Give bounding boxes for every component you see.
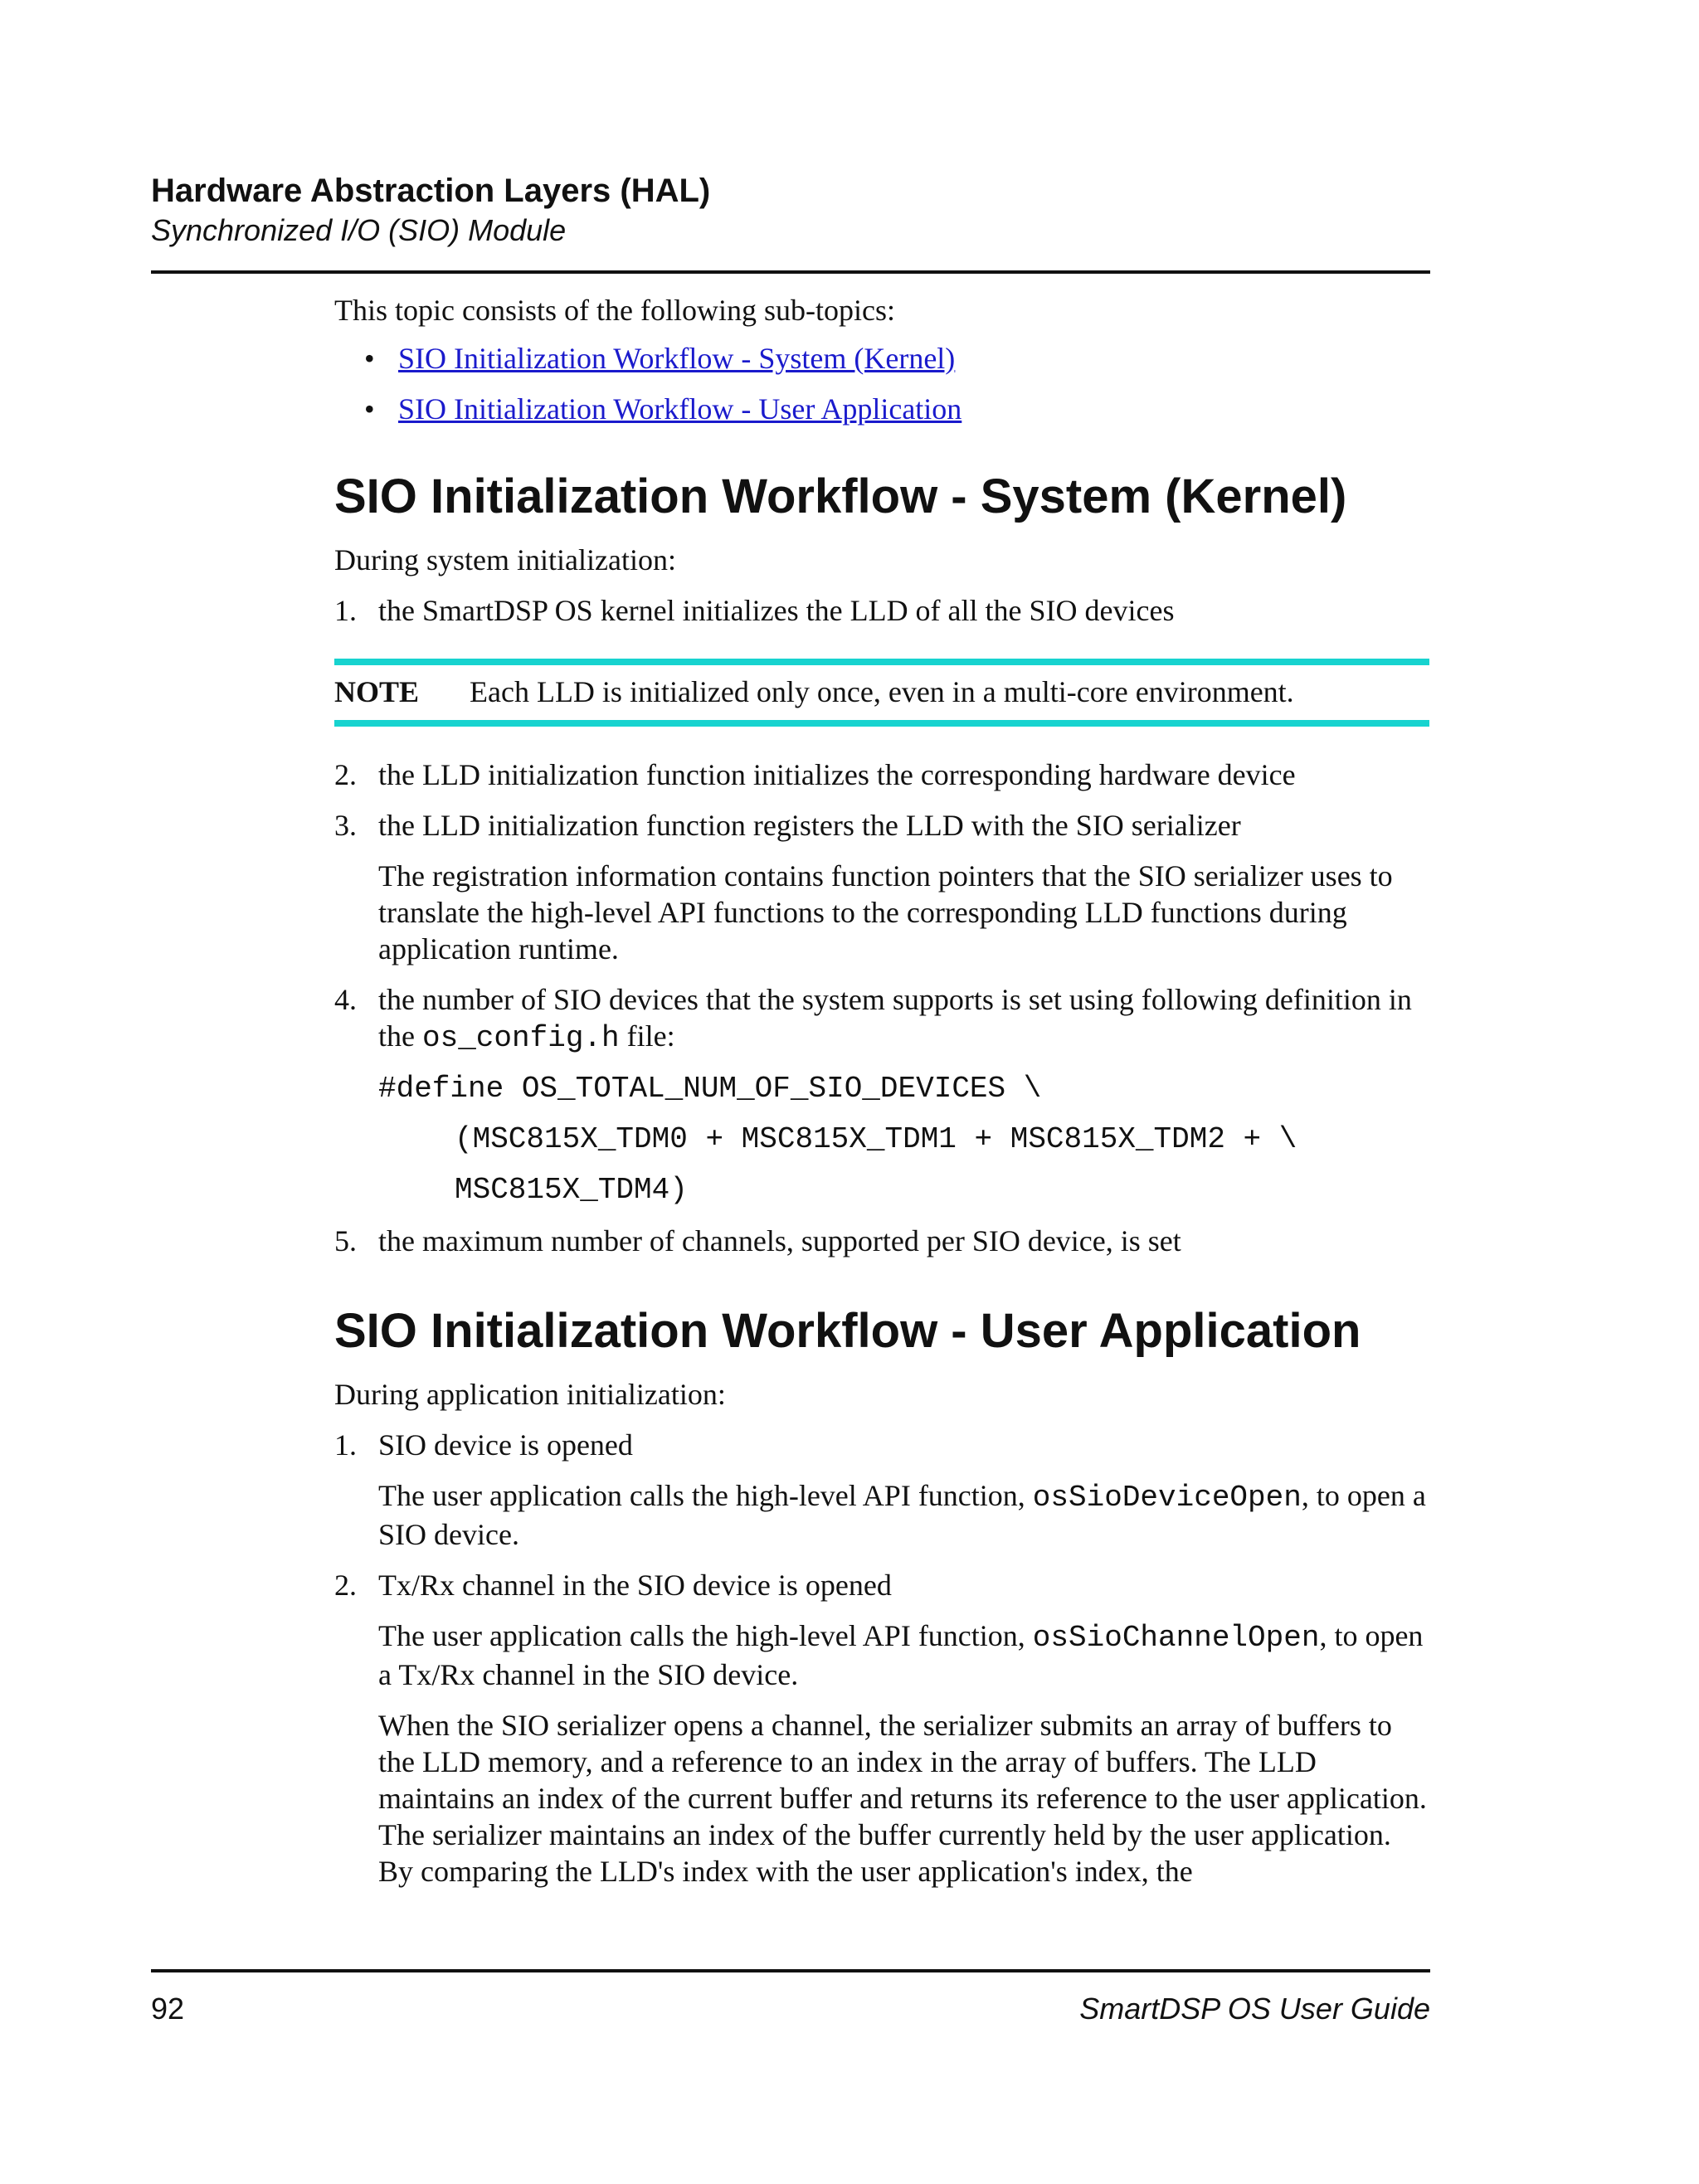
inline-code: os_config.h	[421, 1021, 620, 1055]
step-number: 3.	[334, 809, 357, 842]
kernel-steps-list	[334, 592, 1429, 629]
step-text	[378, 981, 1429, 1057]
list-item	[334, 391, 1429, 427]
step-text: Tx/Rx channel in the SIO device is opened	[378, 1569, 892, 1602]
page-number: 92	[151, 1992, 185, 2026]
code-line: MSC815X_TDM4)	[455, 1173, 688, 1207]
step-number: 2.	[334, 1569, 357, 1602]
step-number: 1.	[334, 1428, 357, 1462]
code-line: #define OS_TOTAL_NUM_OF_SIO_DEVICES \	[378, 1072, 1042, 1106]
code-line: (MSC815X_TDM0 + MSC815X_TDM1 + MSC815X_TDM2 + \	[455, 1122, 1297, 1156]
kernel-steps-list-continued	[334, 756, 1429, 1259]
step-text: the SmartDSP OS kernel initializes the LLD of all the SIO devices	[378, 594, 1175, 627]
inline-code: osSioDeviceOpen	[1032, 1481, 1302, 1515]
step-text: the LLD initialization function initializes the corresponding hardware device	[378, 758, 1296, 791]
step-text: SIO device is opened	[378, 1428, 633, 1462]
link-system-kernel[interactable]: SIO Initialization Workflow - System (Kernel)	[398, 342, 956, 375]
intro-text: This topic consists of the following sub-topics:	[334, 294, 895, 327]
running-header-subtitle: Synchronized I/O (SIO) Module	[151, 213, 567, 247]
bullet-icon: •	[364, 342, 375, 375]
list-item	[334, 1567, 1429, 1890]
section-user-application	[334, 1305, 1429, 1890]
note-label: NOTE	[334, 675, 420, 708]
list-item	[334, 1223, 1429, 1259]
application-steps-list	[334, 1427, 1429, 1890]
step-detail: The registration information contains function pointers that the SIO serializer uses to translate the high-level API functions to the corresponding LLD functions during application runtime.	[378, 859, 1393, 966]
detail-text-before: The user application calls the high-level API function,	[378, 1479, 1033, 1512]
footer-doc-title: SmartDSP OS User Guide	[1079, 1992, 1430, 2026]
footer-divider	[151, 1969, 1430, 1972]
list-item	[334, 1427, 1429, 1553]
list-item	[334, 756, 1429, 793]
header-divider	[151, 270, 1430, 274]
step-number: 4.	[334, 983, 357, 1016]
list-item	[334, 981, 1429, 1209]
running-header-title: Hardware Abstraction Layers (HAL)	[151, 173, 711, 209]
step-text-after: file:	[619, 1019, 675, 1053]
step-text: the maximum number of channels, supported per SIO device, is set	[378, 1224, 1181, 1257]
inline-code: osSioChannelOpen	[1032, 1621, 1320, 1655]
step-number: 5.	[334, 1224, 357, 1257]
note-box	[334, 659, 1429, 727]
list-item	[334, 807, 1429, 967]
step-text-before: the number of SIO devices that the system supports is set using following definition in the	[378, 983, 1412, 1053]
bullet-icon: •	[364, 392, 375, 426]
code-block	[378, 1071, 1429, 1209]
section-heading-system-kernel: SIO Initialization Workflow - System (Kernel)	[334, 469, 1347, 523]
link-user-application[interactable]: SIO Initialization Workflow - User Application	[398, 392, 962, 426]
step-text: the LLD initialization function registers the LLD with the SIO serializer	[378, 809, 1241, 842]
detail-text-before: The user application calls the high-level API function,	[378, 1619, 1033, 1652]
section-lead: During application initialization:	[334, 1378, 726, 1411]
subtopic-list	[334, 340, 1429, 427]
note-text: Each LLD is initialized only once, even in a multi-core environment.	[470, 675, 1294, 708]
step-detail	[378, 1477, 1429, 1553]
step-number: 1.	[334, 594, 357, 627]
section-lead: During system initialization:	[334, 543, 676, 576]
section-heading-user-application: SIO Initialization Workflow - User Application	[334, 1304, 1361, 1358]
step-detail	[378, 1617, 1429, 1693]
list-item	[334, 340, 1429, 377]
detail-text-after: , to open a SIO device.	[378, 1479, 1426, 1551]
step-detail-continued: When the SIO serializer opens a channel, the serializer submits an array of buffers to the LLD memory, and a reference to an index in the array of buffers. The LLD maintains an index of the current buffer and returns its reference to the user application. The serializer maintains an index of the buffer currently held by the user application. By comparing the LLD's index with the user application's index, the	[378, 1709, 1427, 1888]
list-item	[334, 592, 1429, 629]
detail-text-after: , to open a Tx/Rx channel in the SIO device.	[378, 1619, 1424, 1691]
step-number: 2.	[334, 758, 357, 791]
page-body	[334, 292, 1429, 1904]
